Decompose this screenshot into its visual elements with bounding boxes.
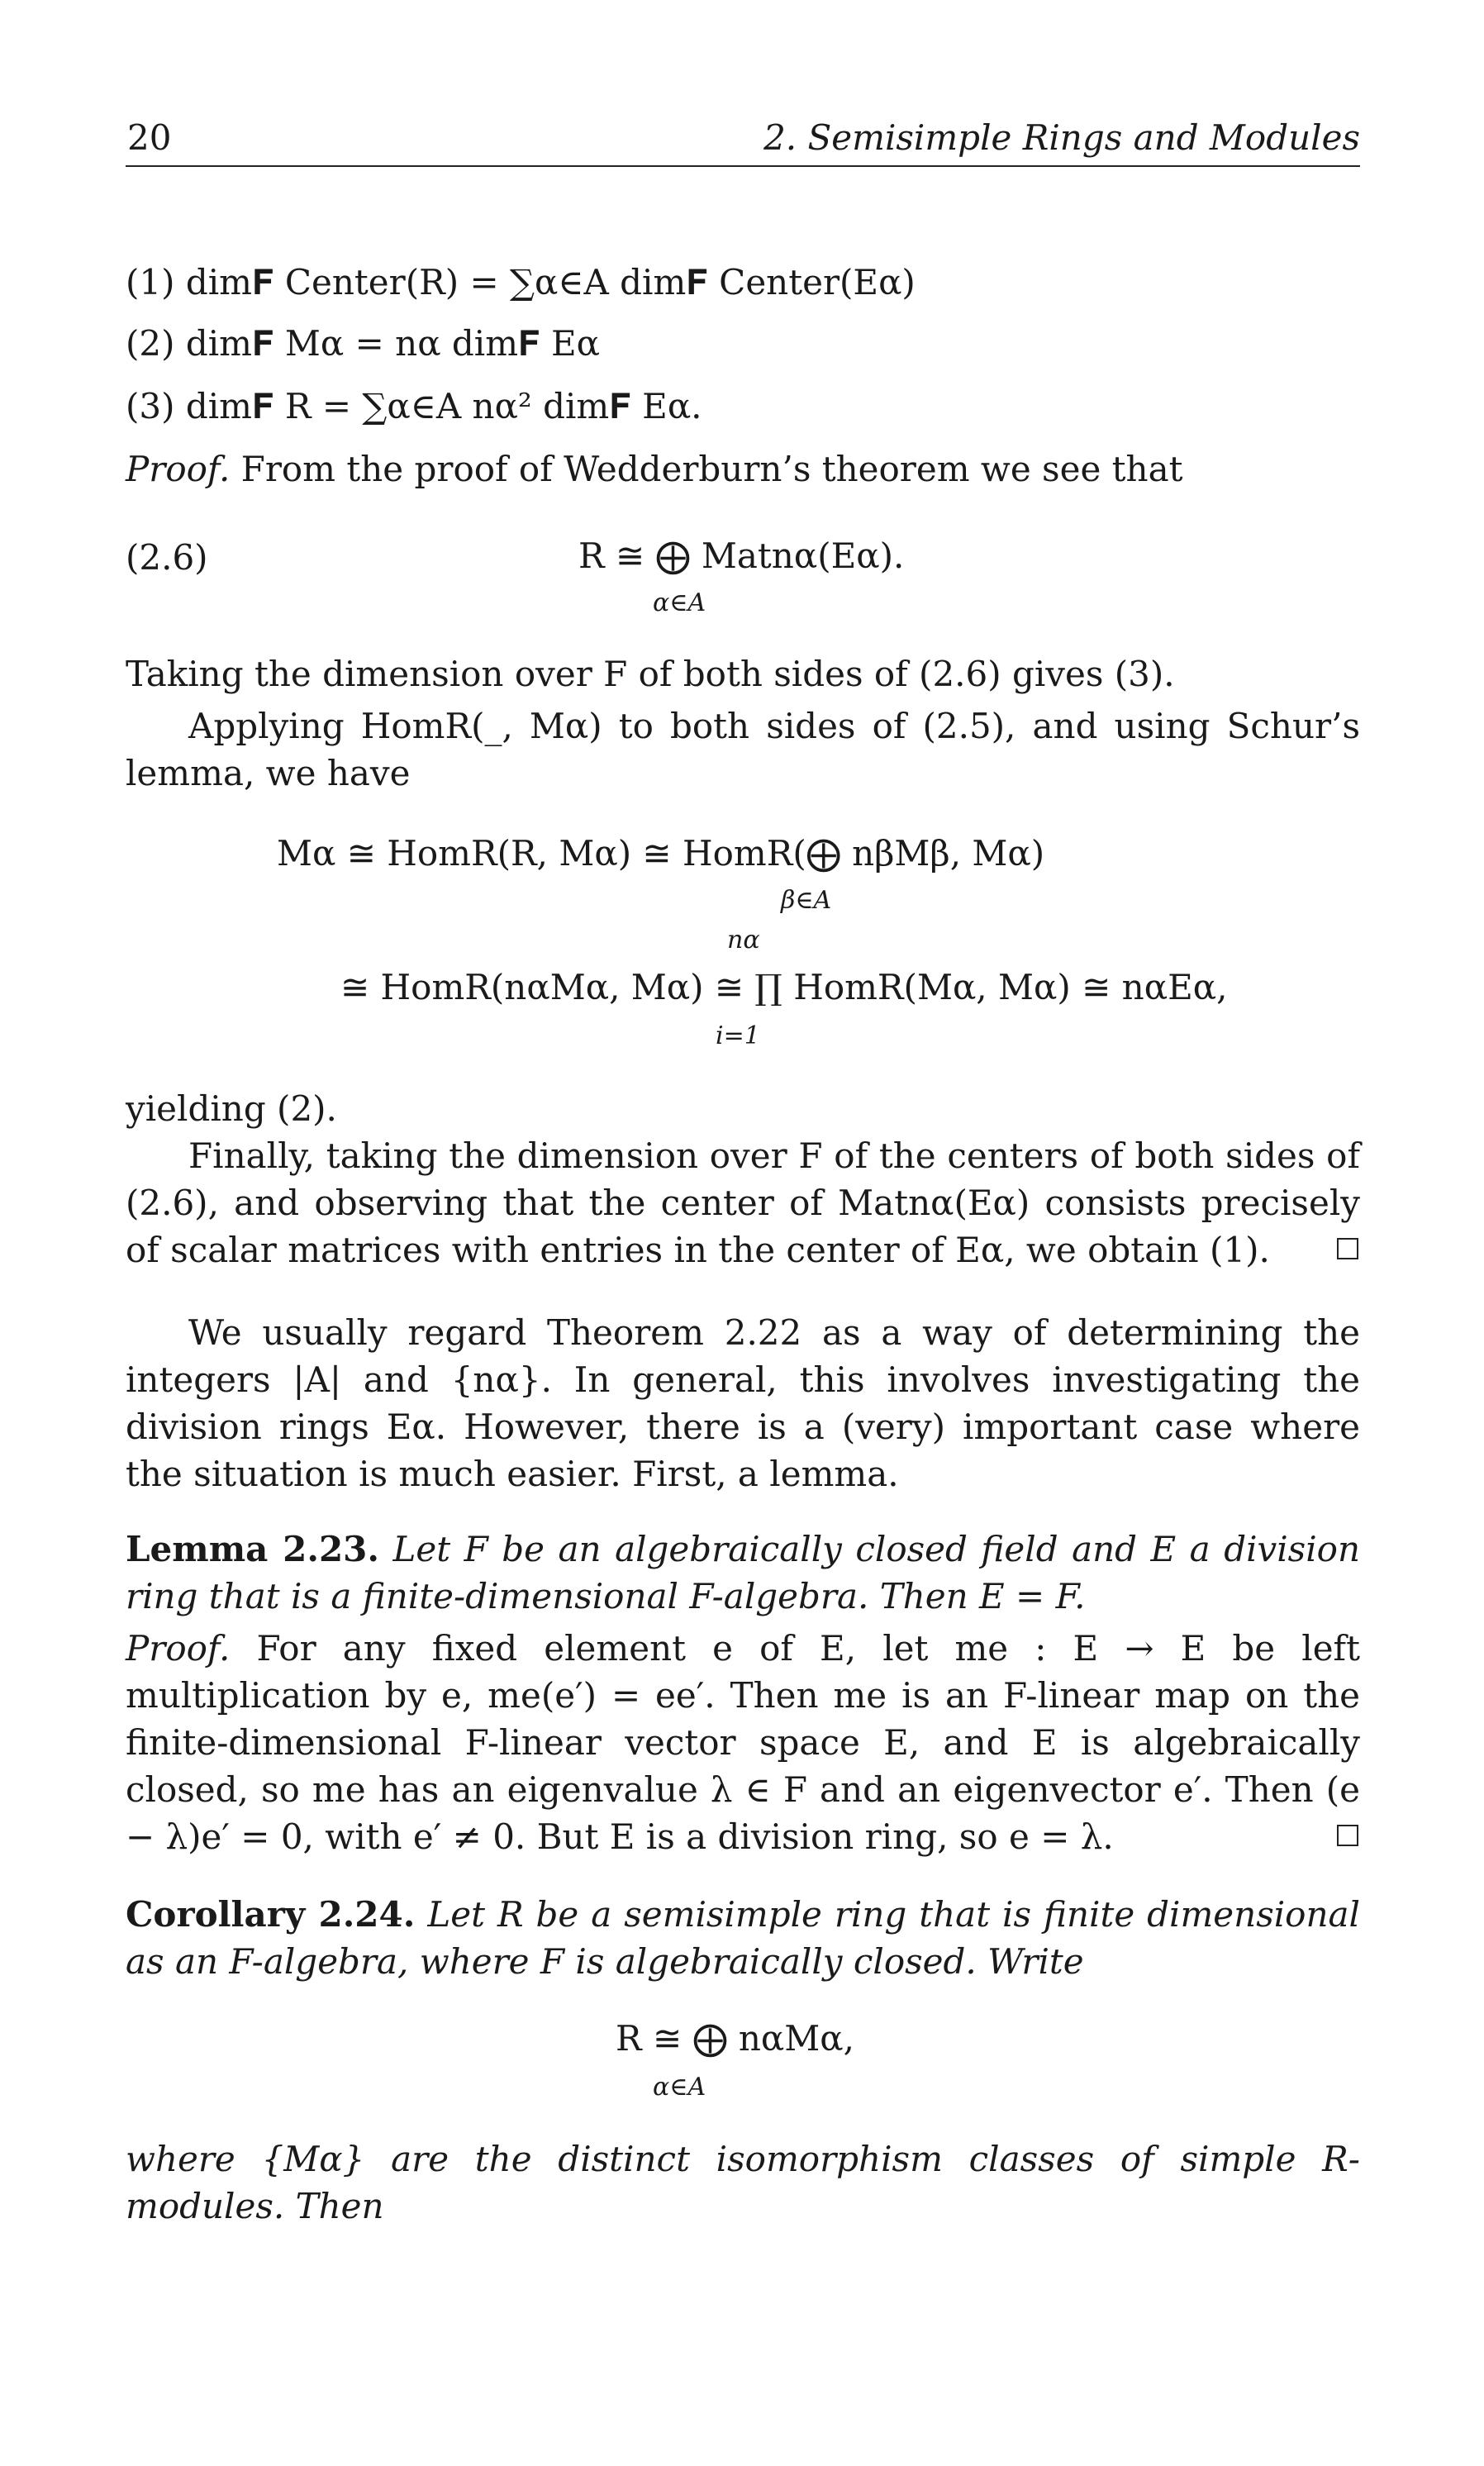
lemma-statement: Let F be an algebraically closed field and E a division ring that is a finite-dimensional F-algebra. Then E = F. xyxy=(126,1529,1361,1616)
proof-label: Proof. xyxy=(126,449,231,489)
corollary-title: Corollary 2.24. xyxy=(126,1894,416,1935)
equation-label-2-6: (2.6) xyxy=(126,537,208,578)
corollary-statement: Let R be a semisimple ring that is finite dimensional as an F-algebra, where F is algebraically closed. Write xyxy=(126,1894,1360,1982)
display-homr-line-1: Mα ≅ HomR(R, Mα) ≅ HomR(⨁ nβMβ, Mα) xyxy=(277,833,1045,874)
item-1: (1) dim𝐅 Center(R) = ∑α∈A dim𝐅 Center(Eα) xyxy=(126,262,916,302)
corollary-equation-index: α∈A xyxy=(653,2073,706,2102)
display-homr-line-1-index: β∈A xyxy=(781,886,832,915)
proof-2-text: For any fixed element e of E, let me : E → E be left multiplication by e, me(e′) = ee′. Then me is an F-linear map on the finite-dimensional F-linear vector space E, and E is algebraically closed, so me has an eigenvalue λ ∈ F and an eigenvector e′. Then (e − λ)e′ = 0, with e′ ≠ 0. But E is a division ring, so e = λ. xyxy=(126,1628,1360,1857)
lemma-2-23 xyxy=(126,1526,1360,1620)
display-homr-line-2: ≅ HomR(nαMα, Mα) ≅ ∏ HomR(Mα, Mα) ≅ nαEα, xyxy=(340,967,1228,1007)
corollary-after: where {Mα} are the distinct isomorphism classes of simple R-modules. Then xyxy=(126,2139,1360,2226)
proof-label: Proof. xyxy=(126,1628,231,1669)
page-number: 20 xyxy=(127,117,172,158)
proof-2 xyxy=(126,1625,1360,1860)
chapter-title: 2. Semisimple Rings and Modules xyxy=(763,117,1360,158)
equation-2-6: R ≅ ⨁ Matnα(Eα). xyxy=(578,536,905,576)
lemma-title: Lemma 2.23. xyxy=(126,1529,380,1569)
display-homr-product-lower: i=1 xyxy=(716,1021,760,1050)
item-3: (3) dim𝐅 R = ∑α∈A nα² dim𝐅 Eα. xyxy=(126,386,702,426)
paragraph-yielding: yielding (2). xyxy=(126,1088,337,1129)
paragraph-applying: Applying HomR(_, Mα) to both sides of (2.5), and using Schur’s lemma, we have xyxy=(126,706,1360,793)
paragraph-finally: Finally, taking the dimension over F of the centers of both sides of (2.6), and observing that the center of Matnα(Eα) consists precisely of scalar matrices with entries in the center of Eα, we obtain (1). xyxy=(126,1135,1360,1270)
qed-symbol-1 xyxy=(1337,1231,1358,1269)
proof-1-text: From the proof of Wedderburn’s theorem we see that xyxy=(240,449,1183,489)
paragraph-dimension: Taking the dimension over F of both sides of (2.6) gives (3). xyxy=(126,654,1175,694)
qed-symbol-2 xyxy=(1337,1818,1358,1856)
display-homr-product-upper: nα xyxy=(727,926,760,955)
running-header xyxy=(126,114,1360,167)
item-2: (2) dim𝐅 Mα = nα dim𝐅 Eα xyxy=(126,323,600,364)
corollary-equation: R ≅ ⨁ nαMα, xyxy=(616,2018,854,2059)
paragraph-usually: We usually regard Theorem 2.22 as a way of determining the integers |A| and {nα}. In general, this involves investigating the division rings Eα. However, there is a (very) important case where the situation is much easier. First, a lemma. xyxy=(126,1312,1360,1494)
equation-2-6-index: α∈A xyxy=(653,588,706,617)
corollary-2-24 xyxy=(126,1891,1360,1985)
proof-1-intro xyxy=(126,450,1183,489)
